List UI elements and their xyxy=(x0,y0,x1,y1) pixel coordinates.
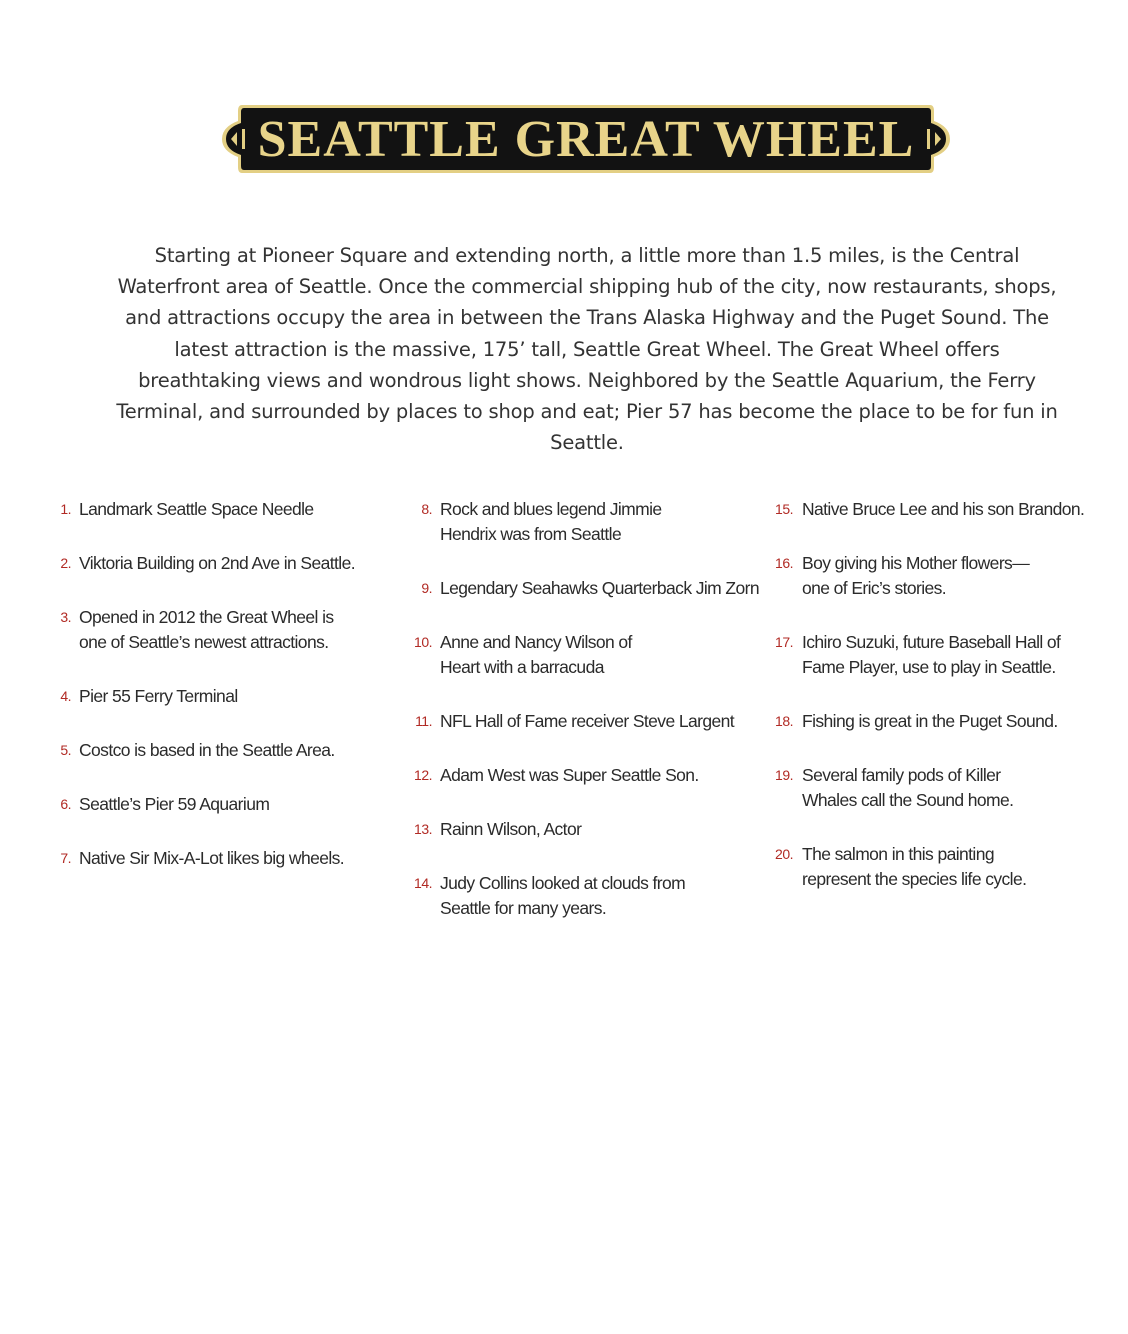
list-item xyxy=(772,630,1117,680)
item-number: 6. xyxy=(60,796,71,812)
list-item xyxy=(772,709,1117,734)
intro-paragraph: Starting at Pioneer Square and extending north, a little more than 1.5 miles, is the Central Waterfront area of Seattle. Once the commercial shipping hub of the city, now restaurants, shops, and attractions occupy the area in between the Trans Alaska Highway and the Puget Sound. The latest attraction is the massive, 175’ tall, Seattle Great Wheel. The Great Wheel offers breathtaking views and wondrous light shows. Neighbored by the Seattle Aquarium, the Ferry Terminal, and surrounded by places to shop and eat; Pier 57 has become the place to be for fun in Seattle. xyxy=(116,244,1058,455)
list-item xyxy=(55,684,385,709)
list-item xyxy=(55,551,385,576)
item-text: NFL Hall of Fame receiver Steve Largent xyxy=(440,711,735,731)
item-text: Legendary Seahawks Quarterback Jim Zorn xyxy=(440,578,759,598)
list-item xyxy=(772,842,1117,892)
list-column-1 xyxy=(55,497,385,871)
item-number: 13. xyxy=(414,821,432,837)
list-column-3 xyxy=(772,497,1117,892)
list-item xyxy=(772,497,1117,522)
item-number: 7. xyxy=(60,850,71,866)
list-item xyxy=(413,817,763,842)
list-item xyxy=(413,871,763,921)
item-text: Boy giving his Mother flowers— one of Eric’s stories. xyxy=(802,553,1030,598)
item-number: 5. xyxy=(60,742,71,758)
item-text: Viktoria Building on 2nd Ave in Seattle. xyxy=(79,553,355,573)
item-number: 3. xyxy=(60,609,71,625)
item-text: Judy Collins looked at clouds from Seattle for many years. xyxy=(440,873,686,918)
item-number: 14. xyxy=(414,875,432,891)
item-number: 12. xyxy=(414,767,432,783)
item-text: Seattle’s Pier 59 Aquarium xyxy=(79,794,270,814)
item-text: Anne and Nancy Wilson of Heart with a barracuda xyxy=(440,632,632,677)
item-number: 9. xyxy=(421,580,432,596)
item-text: Rainn Wilson, Actor xyxy=(440,819,582,839)
item-text: Opened in 2012 the Great Wheel is one of Seattle’s newest attractions. xyxy=(79,607,334,652)
list-item xyxy=(413,763,763,788)
item-text: Native Bruce Lee and his son Brandon. xyxy=(802,499,1085,519)
item-text: Adam West was Super Seattle Son. xyxy=(440,765,699,785)
item-text: Rock and blues legend Jimmie Hendrix was from Seattle xyxy=(440,499,662,544)
item-number: 4. xyxy=(60,688,71,704)
item-text: Native Sir Mix-A-Lot likes big wheels. xyxy=(79,848,345,868)
item-number: 16. xyxy=(775,555,793,571)
item-text: Costco is based in the Seattle Area. xyxy=(79,740,335,760)
item-number: 20. xyxy=(775,846,793,862)
item-number: 19. xyxy=(775,767,793,783)
item-number: 1. xyxy=(60,501,71,517)
list-column-2 xyxy=(413,497,763,921)
item-number: 15. xyxy=(775,501,793,517)
list-item xyxy=(413,709,763,734)
item-text: Fishing is great in the Puget Sound. xyxy=(802,711,1058,731)
title-banner xyxy=(222,105,950,173)
list-item xyxy=(772,551,1117,601)
item-text: The salmon in this painting represent the species life cycle. xyxy=(802,844,1027,889)
list-item xyxy=(55,792,385,817)
list-item xyxy=(55,605,385,655)
item-number: 10. xyxy=(414,634,432,650)
list-item xyxy=(55,497,385,522)
list-item xyxy=(55,738,385,763)
item-number: 18. xyxy=(775,713,793,729)
list-item xyxy=(413,576,763,601)
item-number: 8. xyxy=(421,501,432,517)
item-number: 2. xyxy=(60,555,71,571)
list-item xyxy=(55,846,385,871)
item-text: Several family pods of Killer Whales call the Sound home. xyxy=(802,765,1014,810)
page-title: SEATTLE GREAT WHEEL xyxy=(257,111,915,168)
list-item xyxy=(413,497,763,547)
item-text: Ichiro Suzuki, future Baseball Hall of Fame Player, use to play in Seattle. xyxy=(802,632,1061,677)
item-number: 11. xyxy=(415,713,432,729)
list-item xyxy=(772,763,1117,813)
list-item xyxy=(413,630,763,680)
item-text: Landmark Seattle Space Needle xyxy=(79,499,314,519)
item-text: Pier 55 Ferry Terminal xyxy=(79,686,238,706)
item-number: 17. xyxy=(775,634,793,650)
